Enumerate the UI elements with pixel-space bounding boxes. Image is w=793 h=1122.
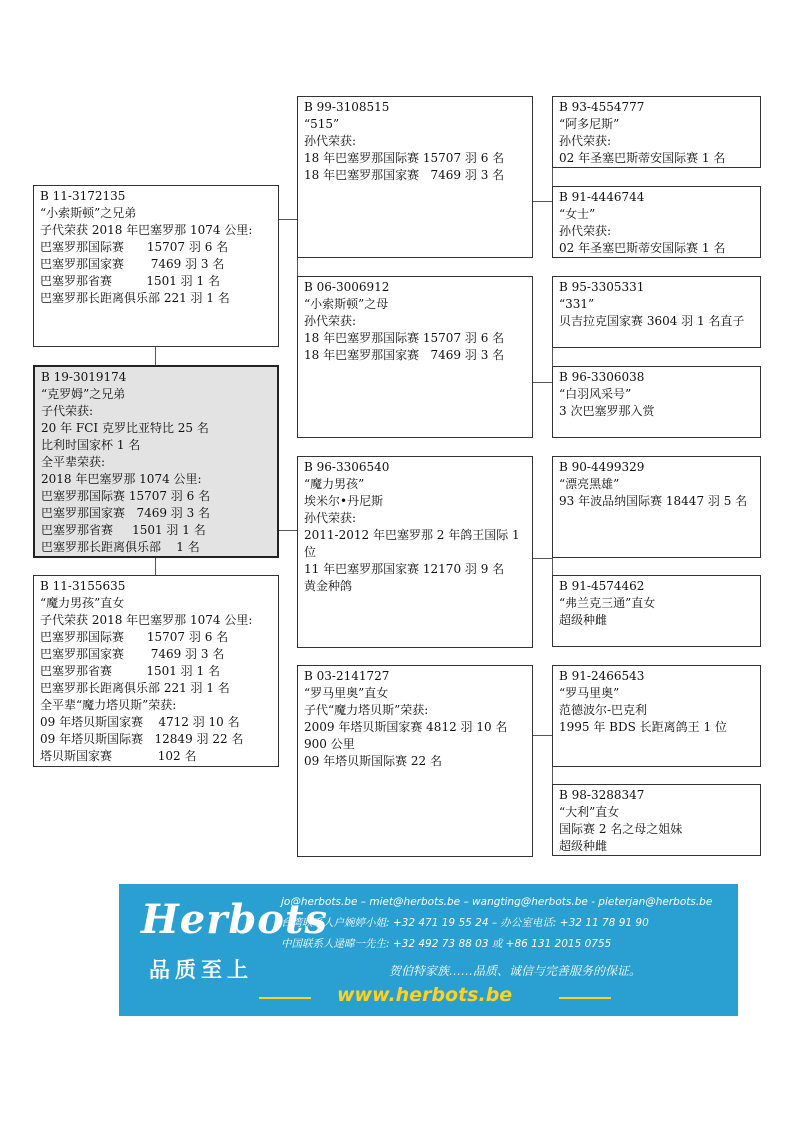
pedigree-line: “阿多尼斯”	[559, 117, 620, 131]
pedigree-line: B 96-3306038	[559, 370, 645, 384]
pedigree-line: 巴塞罗那长距离俱乐部 221 羽 1 名	[40, 291, 230, 305]
connector	[279, 530, 297, 531]
banner-slogan: 品质至上	[149, 958, 253, 982]
pedigree-line: 09 年塔贝斯国际赛 12849 羽 22 名	[40, 732, 244, 746]
pedigree-line: 国际赛 2 名之母之姐妹	[559, 822, 683, 836]
pedigree-line: 02 年圣塞巴斯蒂安国际赛 1 名	[559, 241, 726, 255]
pedigree-line: 子代荣获 2018 年巴塞罗那 1074 公里:	[40, 223, 253, 237]
pedigree-line: 18 年巴塞罗那国际赛 15707 羽 6 名	[304, 331, 505, 345]
pedigree-line: “女士”	[559, 207, 596, 221]
pedigree-line: “大利”直女	[559, 805, 620, 819]
website-link[interactable]: www.herbots.be	[337, 984, 513, 1006]
pedigree-line: 02 年圣塞巴斯蒂安国际赛 1 名	[559, 151, 726, 165]
pedigree-line: 巴塞罗那国际赛 15707 羽 6 名	[41, 489, 211, 503]
great-grandparent-card	[552, 575, 761, 647]
pedigree-line: 孙代荣获:	[304, 511, 357, 525]
contact-info	[281, 892, 712, 955]
pedigree-line: 2018 年巴塞罗那 1074 公里:	[41, 472, 202, 486]
pedigree-line: 埃米尔•丹尼斯	[304, 494, 384, 508]
pedigree-line: B 03-2141727	[304, 669, 390, 683]
connector	[533, 558, 552, 559]
pedigree-line: B 91-2466543	[559, 669, 645, 683]
great-grandparent-card	[552, 276, 761, 348]
subject-card	[33, 365, 279, 558]
pedigree-line: 18 年巴塞罗那国家赛 7469 羽 3 名	[304, 168, 505, 182]
pedigree-line: 11 年巴塞罗那国家赛 12170 羽 9 名	[304, 562, 505, 576]
pedigree-line: 超级种雌	[559, 613, 608, 627]
grandsire-card	[297, 456, 533, 648]
pedigree-line: 巴塞罗那省赛 1501 羽 1 名	[40, 274, 220, 288]
pedigree-line: B 96-3306540	[304, 460, 390, 474]
pedigree-line: B 98-3288347	[559, 788, 645, 802]
pedigree-line: 巴塞罗那长距离俱乐部 1 名	[41, 540, 200, 554]
pedigree-line: B 19-3019174	[41, 370, 127, 384]
pedigree-line: B 90-4499329	[559, 460, 645, 474]
pedigree-line: 巴塞罗那省赛 1501 羽 1 名	[40, 664, 220, 678]
pedigree-line: 全平辈“魔力塔贝斯”荣获:	[40, 698, 177, 712]
pedigree-line: B 91-4446744	[559, 190, 645, 204]
taiwan-contact: 台湾联系人户婉婷小姐: +32 471 19 55 24 – 办公室电话: +32 11 78 91 90	[281, 917, 649, 929]
pedigree-line: 巴塞罗那国家赛 7469 羽 3 名	[41, 506, 211, 520]
pedigree-line: 子代荣获 2018 年巴塞罗那 1074 公里:	[40, 613, 253, 627]
pedigree-line: 孙代荣获:	[559, 224, 612, 238]
great-grandparent-card	[552, 784, 761, 856]
pedigree-line: 18 年巴塞罗那国际赛 15707 羽 6 名	[304, 151, 505, 165]
pedigree-line: 巴塞罗那国际赛 15707 羽 6 名	[40, 630, 229, 644]
connector	[155, 346, 156, 366]
pedigree-line: 子代“魔力塔贝斯”荣获:	[304, 703, 429, 717]
pedigree-line: 09 年塔贝斯国家赛 4712 羽 10 名	[40, 715, 240, 729]
pedigree-line: 全平辈荣获:	[41, 455, 106, 469]
pedigree-line: 巴塞罗那国家赛 7469 羽 3 名	[40, 647, 225, 661]
pedigree-line: 孙代荣获:	[304, 314, 357, 328]
pedigree-line: “白羽风采号”	[559, 387, 632, 401]
pedigree-line: 子代荣获:	[41, 404, 94, 418]
great-grandparent-card	[552, 366, 761, 438]
great-grandparent-card	[552, 456, 761, 558]
pedigree-line: 巴塞罗那省赛 1501 羽 1 名	[41, 523, 206, 537]
herbots-logo: Herbots	[141, 896, 328, 943]
pedigree-line: B 95-3305331	[559, 280, 645, 294]
dam-card	[33, 575, 279, 767]
pedigree-line: 塔贝斯国家赛 102 名	[40, 749, 197, 763]
great-grandparent-card	[552, 96, 761, 168]
granddam-card	[297, 665, 533, 857]
pedigree-line: B 11-3155635	[40, 579, 126, 593]
banner-tagline: 贺伯特家族……品质、诚信与完善服务的保证。	[389, 964, 642, 978]
pedigree-line: 贝吉拉克国家赛 3604 羽 1 名直子	[559, 314, 745, 328]
grandsire-card	[297, 96, 533, 258]
pedigree-line: B 99-3108515	[304, 100, 390, 114]
pedigree-line: 09 年塔贝斯国际赛 22 名	[304, 754, 442, 768]
connector	[279, 219, 297, 220]
pedigree-line: B 93-4554777	[559, 100, 645, 114]
connector	[533, 382, 552, 383]
pedigree-line: “515”	[304, 117, 340, 131]
pedigree-line: 93 年波品纳国际赛 18447 羽 5 名	[559, 494, 748, 508]
pedigree-line: 2009 年塔贝斯国家赛 4812 羽 10 名 900 公里	[304, 720, 508, 751]
pedigree-line: 巴塞罗那长距离俱乐部 221 羽 1 名	[40, 681, 230, 695]
pedigree-line: 孙代荣获:	[559, 134, 612, 148]
granddam-card	[297, 276, 533, 438]
china-contact: 中国联系人逯暐一先生: +32 492 73 88 03 或 +86 131 2015 0755	[281, 938, 612, 950]
pedigree-line: 巴塞罗那国际赛 15707 羽 6 名	[40, 240, 229, 254]
herbots-banner	[119, 884, 738, 1016]
pedigree-line: B 06-3006912	[304, 280, 390, 294]
email-addresses: jo@herbots.be – miet@herbots.be – wangting@herbots.be - pieterjan@herbots.be	[281, 896, 713, 908]
pedigree-line: “小索斯顿”之母	[304, 297, 389, 311]
pedigree-line: 黄金种鸽	[304, 579, 353, 593]
connector	[533, 735, 552, 736]
pedigree-line: 范德波尔-巴克利	[559, 703, 648, 717]
pedigree-line: B 91-4574462	[559, 579, 645, 593]
pedigree-line: “罗马里奥”	[559, 686, 620, 700]
pedigree-line: 3 次巴塞罗那入赏	[559, 404, 655, 418]
pedigree-line: “331”	[559, 297, 595, 311]
pedigree-line: “魔力男孩”直女	[40, 596, 125, 610]
pedigree-line: 18 年巴塞罗那国家赛 7469 羽 3 名	[304, 348, 505, 362]
sire-card	[33, 185, 279, 347]
pedigree-line: “克罗姆”之兄弟	[41, 387, 126, 401]
pedigree-line: “魔力男孩”	[304, 477, 365, 491]
decorative-bar	[259, 997, 311, 999]
pedigree-line: 巴塞罗那国家赛 7469 羽 3 名	[40, 257, 225, 271]
pedigree-line: “小索斯顿”之兄弟	[40, 206, 137, 220]
pedigree-line: “漂亮黑雄”	[559, 477, 620, 491]
decorative-bar	[559, 997, 611, 999]
pedigree-line: “弗兰克三通”直女	[559, 596, 656, 610]
pedigree-line: 1995 年 BDS 长距离鸽王 1 位	[559, 720, 727, 734]
pedigree-line: “罗马里奥”直女	[304, 686, 389, 700]
pedigree-line: 孙代荣获:	[304, 134, 357, 148]
great-grandparent-card	[552, 186, 761, 258]
pedigree-line: 20 年 FCI 克罗比亚特比 25 名	[41, 421, 209, 435]
great-grandparent-card	[552, 665, 761, 767]
pedigree-line: 2011-2012 年巴塞罗那 2 年鸽王国际 1 位	[304, 528, 520, 559]
connector	[533, 201, 552, 202]
pedigree-line: 超级种雌	[559, 839, 608, 853]
connector	[155, 558, 156, 576]
pedigree-line: B 11-3172135	[40, 189, 126, 203]
pedigree-line: 比利时国家杯 1 名	[41, 438, 141, 452]
